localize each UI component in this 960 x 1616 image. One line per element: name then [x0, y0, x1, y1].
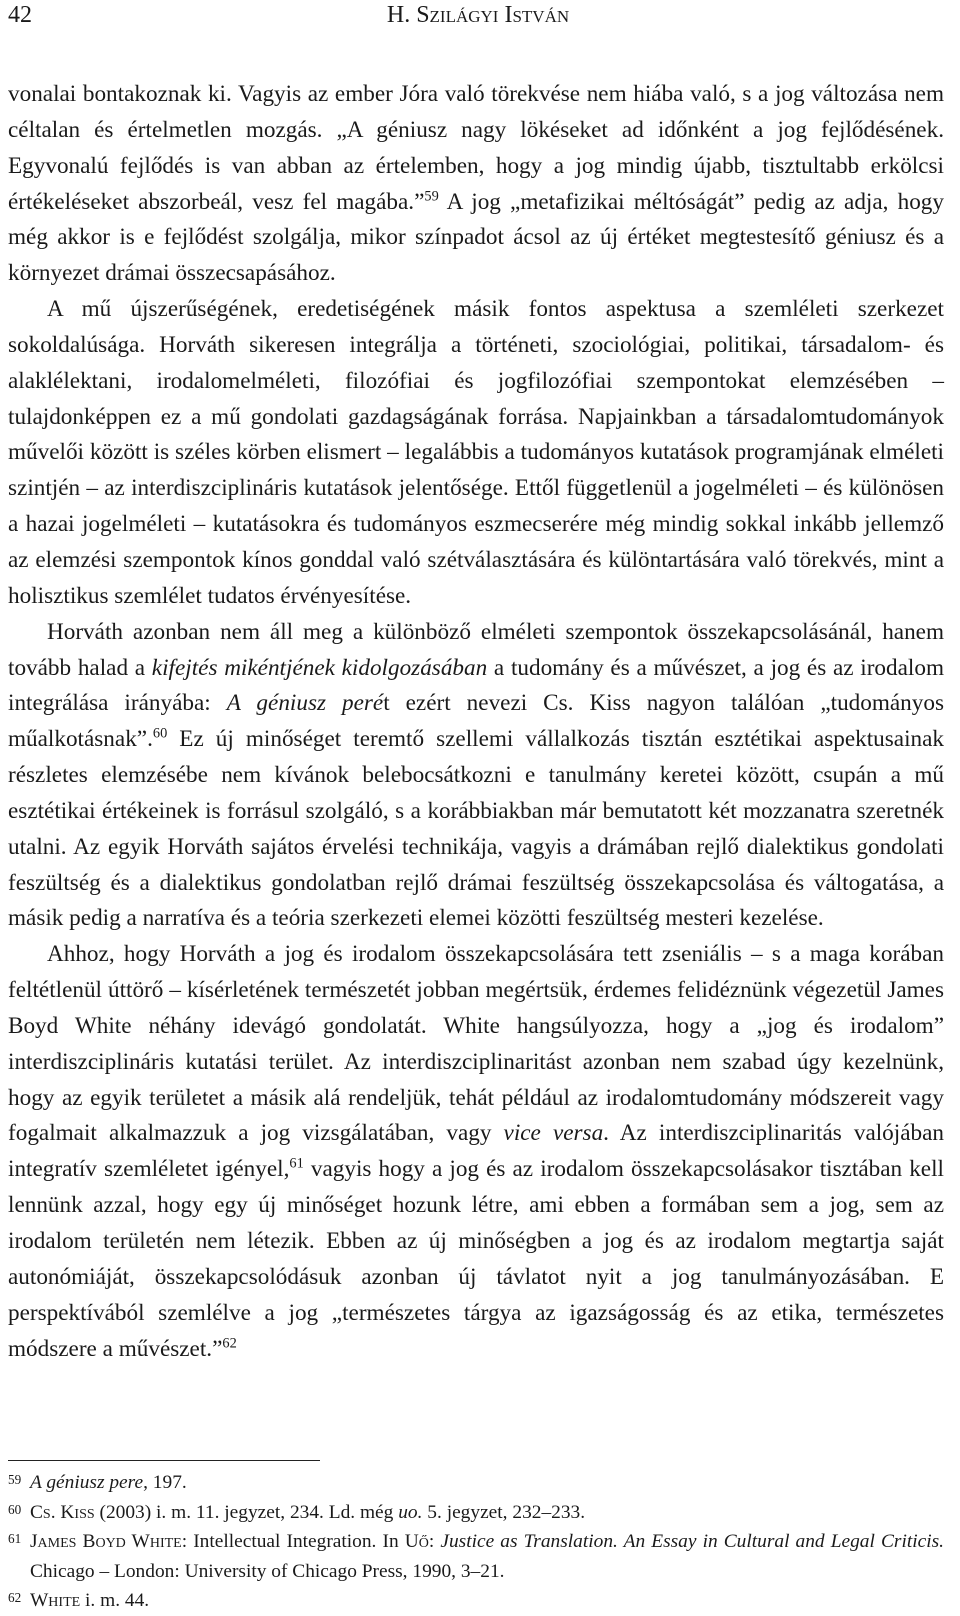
footnote-ref-61[interactable]: 61	[289, 1155, 304, 1172]
page-header	[8, 0, 948, 36]
footnote-62: 62 White i. m. 44.	[8, 1590, 150, 1612]
italic-phrase: kifejtés mikéntjének kidolgozásában	[151, 654, 488, 681]
article-body	[8, 77, 944, 1367]
footnote-separator	[8, 1460, 320, 1461]
footnote-59: 59 A géniusz pere, 197.	[8, 1472, 187, 1493]
footnote-ref-60[interactable]: 60	[152, 725, 168, 742]
footnote-61: 61 James Boyd White: Intellectual Integration. In Uő: Justice as Translation. An Essay in Cultural and Legal Criticis. Chicago – London: University of Chicago Press, 1990, 3–21.	[8, 1531, 944, 1582]
paragraph-4: Ahhoz, hogy Horváth a jog és irodalom összekapcsolására tett zseniális – s a maga korában feltétlenül úttörő – kísérletének természetét jobban megértsük, érdemes felidéznünk végezetül James Boyd White néhány idevágó gondolatát. White hangsúlyozza, hogy a „jog és irodalom” interdiszciplináris kutatási terület. Az interdiszciplinaritást azonban nem szabad úgy kezelnünk, hogy az egyik területet a másik alá rendeljük, tehát például az irodalomtudomány módszereit vagy fogalmait alkalmazzuk a jog vizsgálatában, vagy vice versa. Az interdiszciplinaritás valójában integratív szemléletet igényel,$^{61}$ vagyis hogy a jog és az irodalom összekapcsolásakor tisztában kell lennünk azzal, hogy egy új minőséget hozunk létre, ami ebben a formában sem a jog, sem az irodalom területén nem létezik. Ebben az új minőségben a jog és az irodalom megtartja saját autonómiáját, összekapcsolódásuk azonban új távlatot nyit a jog tanulmányozásában. E perspektívából szemlélve a jog „természetes tárgya az igazságosság és az etika, természetes módszere a művészet.”$^{62}$	[8, 941, 944, 1362]
paragraph-3: Horváth azonban nem áll meg a különböző elméleti szempontok összekapcsolásánál, hanem tovább halad a kifejtés mikéntjének kidolgozásában a tudomány és a művészet, a jog és az irodalom integrálása irányába: A géniusz perét ezért nevezi Cs. Kiss nagyon találóan „tudományos műalkotásnak”.$^{60}$ Ez új minőséget teremtő szellemi vállalkozás tisztán esztétikai aspektusainak részletes elemzésébe nem kívánok belebocsátkozni e tanulmány keretei között, csupán a mű esztétikai értékeinek is forrásul szolgáló, s a korábbiakban már bemutatott két mozzanatra szeretnék utalni. Az egyik Horváth sajátos érvelési technikája, vagyis a drámában rejlő dialektikus gondolati feszültség és a dialektikus gondolatban rejlő drámai feszültség összekapcsolása és váltogatása, a másik pedig a narratíva és a teória szerkezeti elemei közötti feszültség mesteri kezelése.	[8, 618, 944, 932]
paragraph-2: A mű újszerűségének, eredetiségének másik fontos aspektusa a szemléleti szerkezet sokoldalúsága. Horváth sikeresen integrálja a történeti, szociológiai, politikai, társadalom- és alaklélektani, irodalomelméleti, filozófiai és jogfilozófiai szempontokat elemzésében – tulajdonképpen ez a mű gondolati gazdagságának forrása. Napjainkban a társadalomtudományok művelői között is széles körben elismert – legalábbis a tudományos kutatások programjának elméleti szintjén – az interdiszciplináris kutatások jelentősége. Ettől függetlenül a jogelméleti – és különösen a hazai jogelméleti – kutatásokra és tudományos eszmecserére még mindig sokkal inkább jellemző az elemzési szempontok kínos gonddal való szétválasztására és különtartására való törekvés, mint a holisztikus szemlélet tudatos érvényesítése.	[8, 296, 944, 609]
footnote-60: 60 Cs. Kiss (2003) i. m. 11. jegyzet, 234. Ld. még uo. 5. jegyzet, 232–233.	[8, 1501, 586, 1523]
footnote-ref-62[interactable]: 62	[222, 1334, 237, 1351]
page-number: 42	[8, 2, 32, 28]
book-title: A géniusz peré	[226, 690, 384, 717]
paragraph-1: vonalai bontakoznak ki. Vagyis az ember Jóra való törekvése nem hiába való, s a jog változása nem céltalan és értelmetlen mozgás. „A géniusz nagy lökéseket ad időnként a jog fejlődésének. Egyvonalú fejlődés is van abban az értelemben, hogy a jog mindig újabb, tisztultabb erkölcsi értékeléseket abszorbeál, vesz fel magába.”$^{59}$ A jog „metafizikai méltóságát” pedig az adja, hogy még akkor is e fejlődést szolgálja, mikor színpadot ácsol az új értéket megtestesítő géniusz és a környezet drámai összecsapásához.	[8, 81, 944, 287]
italic-phrase: vice versa	[503, 1120, 604, 1147]
running-head: H. Szilágyi István	[386, 2, 570, 28]
footnotes	[8, 1468, 944, 1616]
footnote-ref-59[interactable]: 59	[424, 187, 439, 204]
